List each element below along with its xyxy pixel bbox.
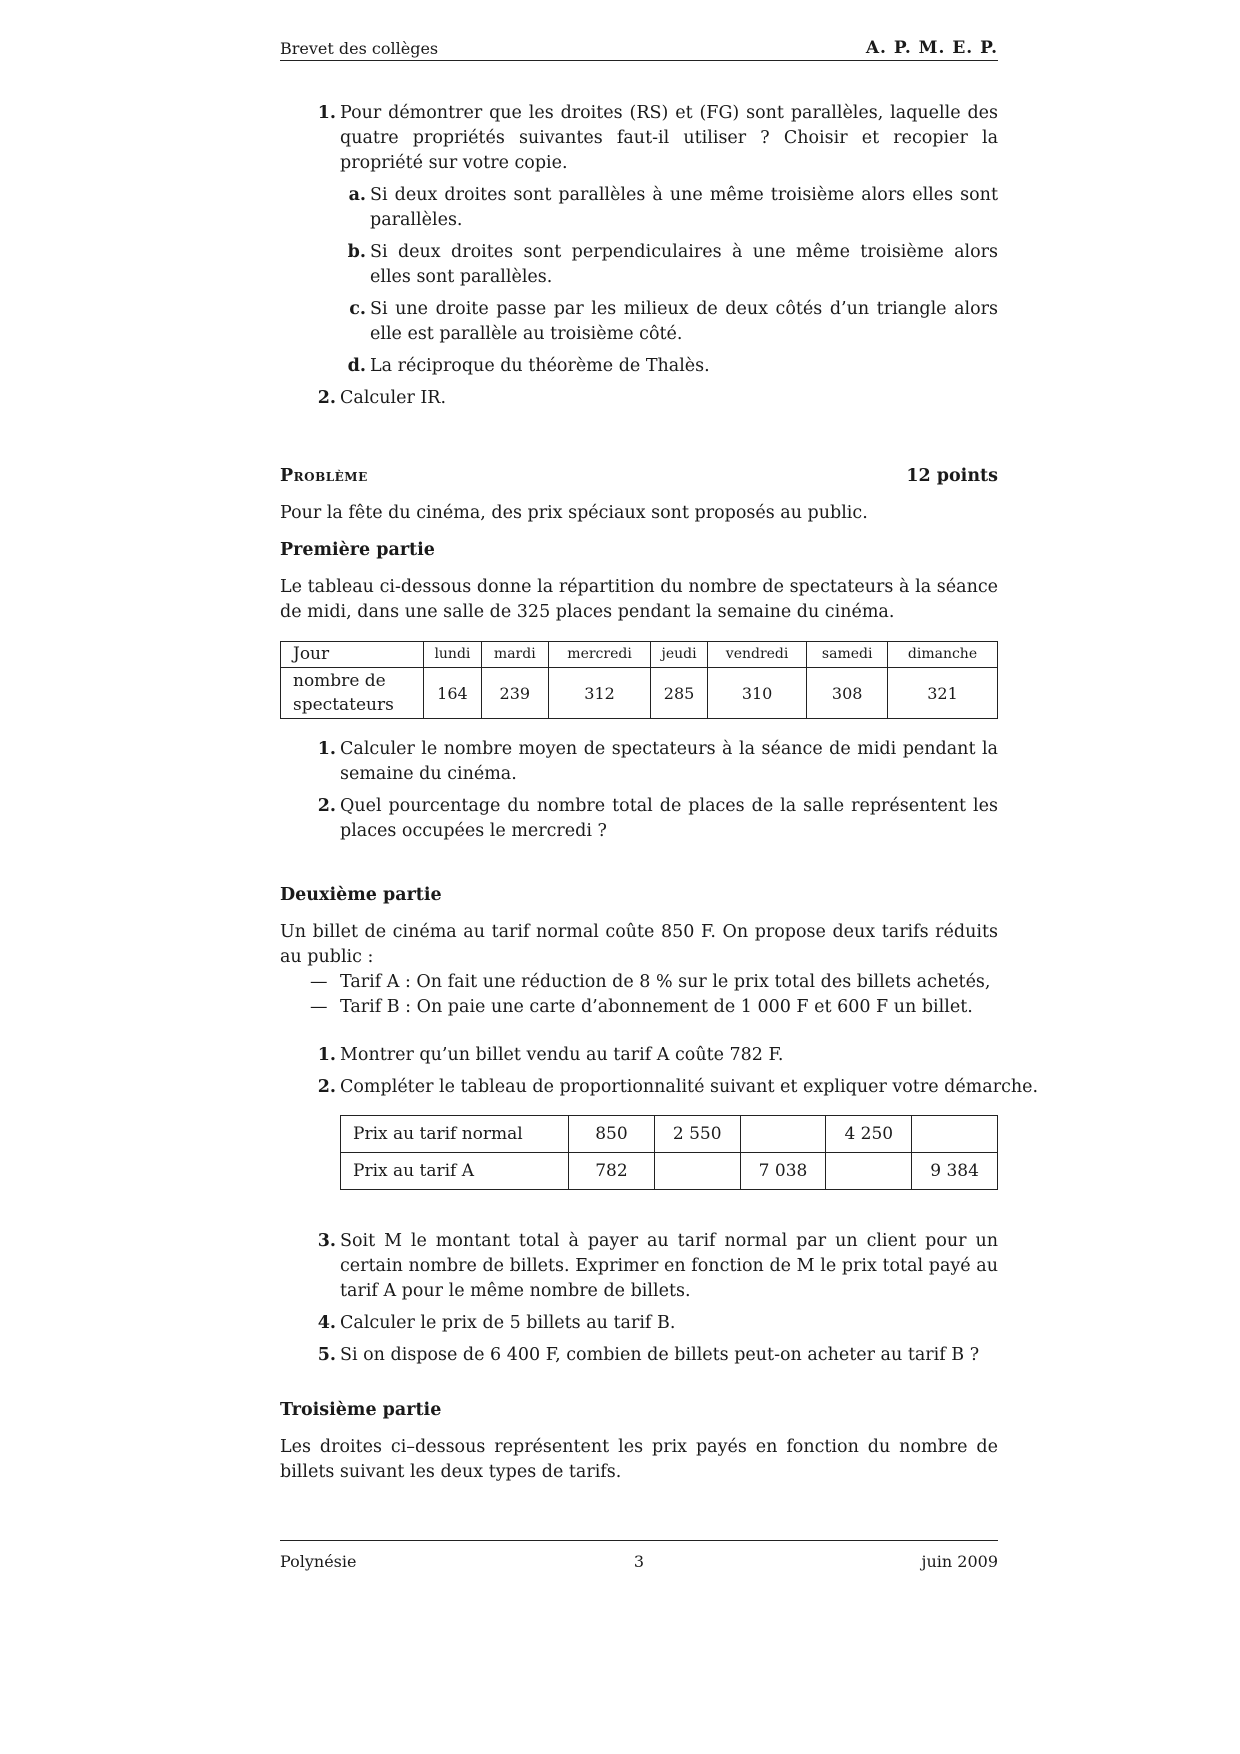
footer-left: Polynésie — [280, 1552, 357, 1571]
table-row — [281, 642, 998, 668]
proportionality-table — [340, 1115, 998, 1190]
part3-text: Les droites ci–dessous représentent les prix payés en fonction du nombre de billets suivant les deux types de tarifs. — [280, 1437, 998, 1482]
question-number: 2. — [317, 796, 336, 816]
part1-text: Le tableau ci-dessous donne la répartition du nombre de spectateurs à la séance de midi, dans une salle de 325 places pendant la semaine du cinéma. — [280, 577, 998, 622]
part1-question-1 — [280, 737, 998, 787]
tarif-list — [280, 970, 998, 1020]
day-cell: mercredi — [548, 642, 651, 668]
question-number: 2. — [317, 388, 336, 408]
question-text: Si on dispose de 6 400 F, combien de billets peut-on acheter au tarif B ? — [340, 1345, 980, 1365]
day-cell: jeudi — [651, 642, 707, 668]
day-cell: vendredi — [707, 642, 807, 668]
day-cell: dimanche — [888, 642, 998, 668]
part2-question-5 — [280, 1343, 998, 1368]
probleme-heading — [280, 464, 998, 489]
question-number: 1. — [317, 103, 336, 123]
option-text: Si deux droites sont parallèles à une même troisième alors elles sont parallèles. — [370, 185, 998, 230]
option-text: La réciproque du théorème de Thalès. — [370, 356, 710, 376]
top-questions — [280, 101, 998, 418]
option-text: Si une droite passe par les milieux de deux côtés d’un triangle alors elle est parallèle au troisième côté. — [370, 299, 998, 344]
question-number: 1. — [317, 1045, 336, 1065]
question-text: Pour démontrer que les droites (RS) et (FG) sont parallèles, laquelle des quatre propriétés suivantes faut-il utiliser ? Choisir et recopier la propriété sur votre copie. — [340, 103, 998, 173]
question-number: 5. — [317, 1345, 336, 1365]
part2-question-2 — [280, 1075, 1039, 1100]
question-text: Compléter le tableau de proportionnalité suivant et expliquer votre démarche. — [340, 1077, 1039, 1097]
value-cell: 9 384 — [912, 1153, 998, 1190]
day-cell: lundi — [424, 642, 482, 668]
value-cell: 310 — [707, 668, 807, 719]
question-number: 1. — [317, 739, 336, 759]
option-label: a. — [348, 185, 366, 205]
value-cell: 164 — [424, 668, 482, 719]
value-cell — [826, 1153, 912, 1190]
page — [280, 0, 1039, 1754]
value-cell: 285 — [651, 668, 707, 719]
question-text: Calculer le prix de 5 billets au tarif B. — [340, 1313, 676, 1333]
part2-question-3 — [280, 1229, 998, 1304]
part1-questions — [280, 737, 998, 851]
value-cell — [912, 1116, 998, 1153]
option-c — [280, 297, 998, 347]
table-row — [341, 1116, 998, 1153]
row-label-tarif-a: Prix au tarif A — [341, 1153, 569, 1190]
value-cell: 2 550 — [654, 1116, 740, 1153]
header-left: Brevet des collèges — [280, 39, 439, 58]
tarif-text: Tarif B : On paie une carte d’abonnement de 1 000 F et 600 F un billet. — [340, 997, 973, 1017]
question-1 — [280, 101, 998, 176]
option-b — [280, 240, 998, 290]
value-cell: 4 250 — [826, 1116, 912, 1153]
question-number: 3. — [317, 1231, 336, 1251]
day-cell: mardi — [481, 642, 548, 668]
probleme-points: 12 points — [906, 466, 998, 486]
question-number: 2. — [317, 1077, 336, 1097]
tarif-text: Tarif A : On fait une réduction de 8 % sur le prix total des billets achetés, — [340, 972, 991, 992]
day-cell: samedi — [807, 642, 888, 668]
part2-question-1 — [280, 1043, 998, 1068]
header-right: A. P. M. E. P. — [865, 38, 998, 58]
page-number: 3 — [633, 1552, 645, 1571]
value-cell: 239 — [481, 668, 548, 719]
value-cell: 321 — [888, 668, 998, 719]
value-cell: 312 — [548, 668, 651, 719]
value-cell — [654, 1153, 740, 1190]
part2-questions-top — [280, 1043, 1039, 1107]
question-number: 4. — [317, 1313, 336, 1333]
option-label: c. — [349, 299, 366, 319]
dash-marker: — — [310, 972, 328, 992]
question-2 — [280, 386, 998, 411]
tarif-b — [280, 995, 998, 1020]
question-text: Calculer IR. — [340, 388, 447, 408]
value-cell: 782 — [569, 1153, 655, 1190]
row-label-tarif-normal: Prix au tarif normal — [341, 1116, 569, 1153]
part2-question-4 — [280, 1311, 998, 1336]
table-row — [281, 668, 998, 719]
question-text: Calculer le nombre moyen de spectateurs à la séance de midi pendant la semaine du cinéma. — [340, 739, 998, 784]
table-row — [341, 1153, 998, 1190]
part2-title: Deuxième partie — [280, 885, 442, 905]
option-label: b. — [347, 242, 366, 262]
value-cell: 308 — [807, 668, 888, 719]
option-a — [280, 183, 998, 233]
row-label-jour: Jour — [281, 642, 424, 668]
part2-questions-bottom — [280, 1229, 998, 1375]
value-cell — [740, 1116, 826, 1153]
probleme-intro: Pour la fête du cinéma, des prix spéciaux sont proposés au public. — [280, 503, 868, 523]
option-text: Si deux droites sont perpendiculaires à une même troisième alors elles sont parallèles. — [370, 242, 998, 287]
part3-title: Troisième partie — [280, 1400, 442, 1420]
question-text: Quel pourcentage du nombre total de places de la salle représentent les places occupées le mercredi ? — [340, 796, 998, 841]
page-footer — [280, 1540, 998, 1571]
option-d — [280, 354, 998, 379]
spectators-table — [280, 641, 998, 719]
part1-title: Première partie — [280, 540, 435, 560]
dash-marker: — — [310, 997, 328, 1017]
option-label: d. — [347, 356, 366, 376]
footer-right: juin 2009 — [921, 1552, 998, 1571]
tarif-a — [280, 970, 998, 995]
value-cell: 850 — [569, 1116, 655, 1153]
row-label-spectateurs: nombre de spectateurs — [281, 668, 424, 719]
question-text: Soit M le montant total à payer au tarif normal par un client pour un certain nombre de billets. Exprimer en fonction de M le prix total payé au tarif A pour le même nombre de billets. — [340, 1231, 998, 1301]
probleme-title: Problème — [280, 466, 368, 486]
part2-text: Un billet de cinéma au tarif normal coûte 850 F. On propose deux tarifs réduits au public : — [280, 922, 998, 967]
page-header — [280, 36, 998, 61]
value-cell: 7 038 — [740, 1153, 826, 1190]
part1-question-2 — [280, 794, 998, 844]
question-text: Montrer qu’un billet vendu au tarif A coûte 782 F. — [340, 1045, 784, 1065]
